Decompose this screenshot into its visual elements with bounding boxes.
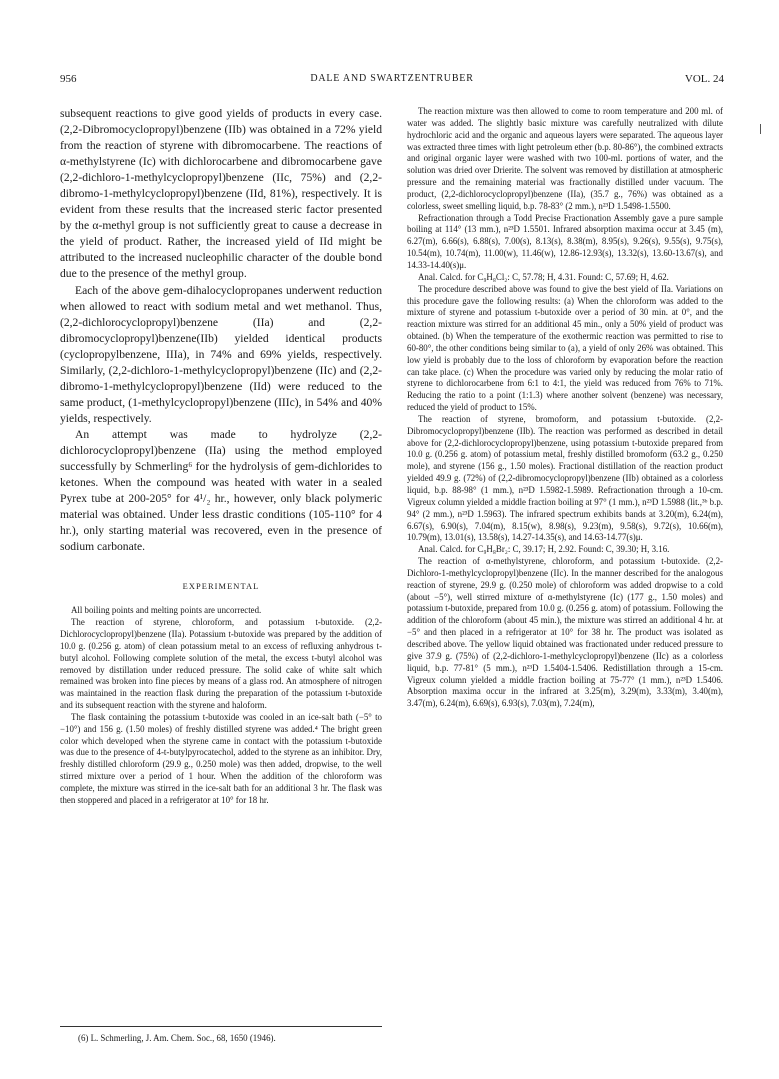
running-header [60,72,724,86]
footnote-text: (6) L. Schmerling, J. Am. Chem. Soc., 68, 1650 (1946). [78,1033,276,1043]
paragraph: Each of the above gem-dihalocyclopropanes underwent reduction when allowed to react with sodium metal and wet methanol. Thus, (2,2-dichlorocyclopropyl)benzene (IIa) and (2,2-dibromocyclopropyl)benzene(IIb) yielded identical products (cyclopropylbenzene, IIIa), in 74% and 69% yields, respectively. Similarly, (2,2-dichloro-1-methylcyclopropyl)benzene (IIc) and (2,2-dibromo-1-methylcyclopropyl)benzene (IId) were reduced to the same product, (1-methylcyclopropyl)benzene (IIIc), in 54% and 40% yields, respectively. [60,283,382,425]
section-heading: EXPERIMENTAL [182,582,260,592]
paragraph: The reaction of styrene, chloroform, and potassium t-butoxide. (2,2-Dichlorocyclopropyl)benzene (IIa). Potassium t-butoxide was prepared by the addition of 10.0 g. (0.256 g. atom) of clean potassium metal to an excess of refluxing anhydrous t-butyl alcohol. Following complete solution of the metal, the excess t-butyl alcohol was removed by distillation under reduced pressure. The solid cake of white salt which remained was broken into fine pieces by means of a glass rod. An atmosphere of nitrogen was maintained in the reaction flask during the preparation of the potassium t-butoxide and its subsequent reaction with the styrene and haloform. [60,617,382,711]
right-column [407,106,723,710]
paragraph: An attempt was made to hydrolyze (2,2-dichlorocyclopropyl)benzene (IIa) using the method employed successfully by Schmerling⁶ for the hydrolysis of gem-dichlorides to ketones. When the compound was heated with water in a sealed Pyrex tube at 200-205° for 4¹/₂ hr., however, only black polymeric material was obtained. Under less drastic conditions (105-110° for 4 hr.), only starting material was recovered, even in the presence of sodium carbonate. [60,427,382,554]
paragraph: subsequent reactions to give good yields of products in every case. (2,2-Dibromocyclopropyl)benzene (IIb) was obtained in a 72% yield from the reaction of styrene with dibromocarbene. The reactions of α-methylstyrene (Ic) with dichlorocarbene and dibromocarbene gave (2,2-dichloro-1-methylcyclopropyl)benzene (IIc, 75%) and (2,2-dibromo-1-methylcyclopropyl)benzene (IId, 81%), respectively. It is evident from these results that the increased steric factor presented by the α-methyl group is not sufficiently great to cause a decrease in the yield of product. Rather, the increased yield of IId might be attributed to the increased nucleophilic character of the double bond due to the presence of the methyl group. [60,107,382,281]
footnote [60,1026,382,1044]
paragraph: The reaction of α-methylstyrene, chloroform, and potassium t-butoxide. (2,2-Dichloro-1-methylcyclopropyl)benzene (IIc). In the manner described for the analogous reaction of styrene, 29.9 g. (0.250 mole) of chloroform was added dropwise to a cold (about −5°), well stirred mixture of α-methylstyrene (Ic) (177 g., 1.50 moles) and potassium t-butoxide, prepared from 10.0 g. (0.256 g. atom) of potassium. Following the addition of the chloroform (about 45 min.), the mixture was stirred an additional 4 hr. at −5° and then placed in a refrigerator at 10° for 38 hr. The product was isolated as described above. The yellow liquid obtained was fractionated under reduced pressure to give 37.9 g. (75%) of (2,2-dichloro-1-methylcyclopropyl)benzene (IIc) as a colorless liquid, b.p. 77-81° (5 mm.), n²³D 1.5404-1.5406. Redistillation through a 15-cm. Vigreux column yielded a middle fraction boiling at 75-77° (1 mm.), n²³D 1.5406. Absorption maxima occur in the infrared at 3.25(m), 3.29(m), 3.33(m), 3.40(m), 3.47(m), 6.24(m), 6.69(s), 6.93(s), 7.03(m), 7.24(m), [407,556,723,709]
running-authors: DALE AND SWARTZENTRUBER [310,73,474,84]
paragraph: The procedure described above was found to give the best yield of IIa. Variations on this procedure gave the following results: (a) When the chloroform was added to the mixture of styrene and potassium t-butoxide over a period of 30 min. at 0°, and the reaction mixture was stirred for an additional 45 min., only a 50% yield of product was obtained. (b) When the temperature of the exothermic reaction was permitted to rise to 60-80°, the other conditions being similar to (a), a yield of only 26% was obtained. This low yield is probably due to the loss of chloroform by evaporation before the reaction can take place. (c) When the procedure was varied only by reducing the molar ratio of styrene to dichlorocarbene from 6:1 to 4:1, the yield was reduced from 76% to 71%. Reducing the ratio to a point (1:1.3) where another solvent (benzene) was necessary, reduced the yield of product to 15%. [407,283,723,413]
paragraph: Refractionation through a Todd Precise Fractionation Assembly gave a pure sample boiling at 114° (13 mm.), n²³D 1.5501. Infrared absorption maxima occur at 3.45 (m), 6.27(m), 6.66(s), 6.88(s), 7.00(s), 8.13(s), 8.38(m), 8.95(s), 9.26(s), 9.55(s), 9.75(s), 10.54(m), 10.74(m), 11.00(w), 11.46(w), 12.86-12.93(s), 13.32(s), 13.60-13.67(s), and 14.33-14.40(s)μ. [407,212,723,270]
paragraph: All boiling points and melting points are uncorrected. [71,605,262,616]
paragraph: The reaction mixture was then allowed to come to room temperature and 200 ml. of water was added. The slightly basic mixture was carefully neutralized with dilute hydrochloric acid and the organic and aqueous layers were separated. The aqueous layer was extracted three times with light petroleum ether (b.p. 80-86°), the combined extracts and original organic layer were washed with two 100-ml. portions of water, and the solution was dried over Drierite. The solvent was removed by distillation at atmospheric pressure and the remaining material was fractionally distilled under vacuum. The product, (2,2-dichlorocyclopropyl)benzene (IIa), (35.7 g., 76%) was obtained as a colorless, sweet smelling liquid, b.p. 78-83° (2 mm.), n²³D 1.5498-1.5500. [407,106,723,211]
paragraph: Anal. Calcd. for C₉H₈Cl₂: C, 57.78; H, 4.31. Found: C, 57.69; H, 4.62. [418,271,669,282]
volume-label: VOL. 24 [684,73,724,85]
paragraph: The flask containing the potassium t-butoxide was cooled in an ice-salt bath (−5° to −10°) and 156 g. (1.50 moles) of freshly distilled styrene was added.⁴ The bright green color which developed when the styrene came in contact with the potassium t-butoxide was due to the presence of 4-t-butylpyrocatechol, added to the styrene as an inhibitor. Dry, freshly distilled chloroform (29.9 g., 0.250 mole) was then added, dropwise, to the well stirred mixture over a period of 1 hour. When the addition of the chloroform was complete, the mixture was stirred in the ice-salt bath for an additional 3 hr. The flask was then stoppered and placed in a refrigerator at 10° for 18 hr. [60,711,382,805]
paragraph: Anal. Calcd. for C₉H₈Br₂: C, 39.17; H, 2.92. Found: C, 39.30; H, 3.16. [418,544,670,555]
discussion-text [60,106,382,555]
left-column [60,106,382,807]
paragraph: The reaction of styrene, bromoform, and potassium t-butoxide. (2,2-Dibromocyclopropyl)benzene (IIb). The reaction was performed as described in detail above for (2,2-dichlorocyclopropyl)benzene, using potassium t-butoxide prepared from 10.0 g. (0.256 g. atom) of potassium metal, freshly distilled bromoform (63.2 g., 0.250 mole), and styrene (156 g., 1.50 moles). Fractional distillation of the reaction product yielded 49.9 g. (72%) of (2,2-dibromocyclopropyl)benzene (IIb) obtained as a colorless liquid, b.p. 88-98° (1 mm.), n²³D 1.5982-1.5989. Refractionation through a 10-cm. Vigreux column yielded a middle fraction boiling at 97° (1 mm.), n²³D 1.5988 (lit.,³ᵇ b.p. 94° (2 mm.), n²³D 1.5963). The infrared spectrum exhibits bands at 3.20(m), 6.24(m), 6.67(s), 6.90(s), 7.04(m), 8.15(w), 8.98(s), 9.23(m), 9.58(s), 9.72(s), 10.66(m), 10.79(m), 13.01(s), 13.58(s), 14.27-14.35(s), and 14.63-14.77(s)μ. [407,413,723,543]
page-number: 956 [60,73,77,85]
experimental-text-continued [407,106,723,710]
experimental-text [60,605,382,806]
margin-mark [760,124,761,134]
